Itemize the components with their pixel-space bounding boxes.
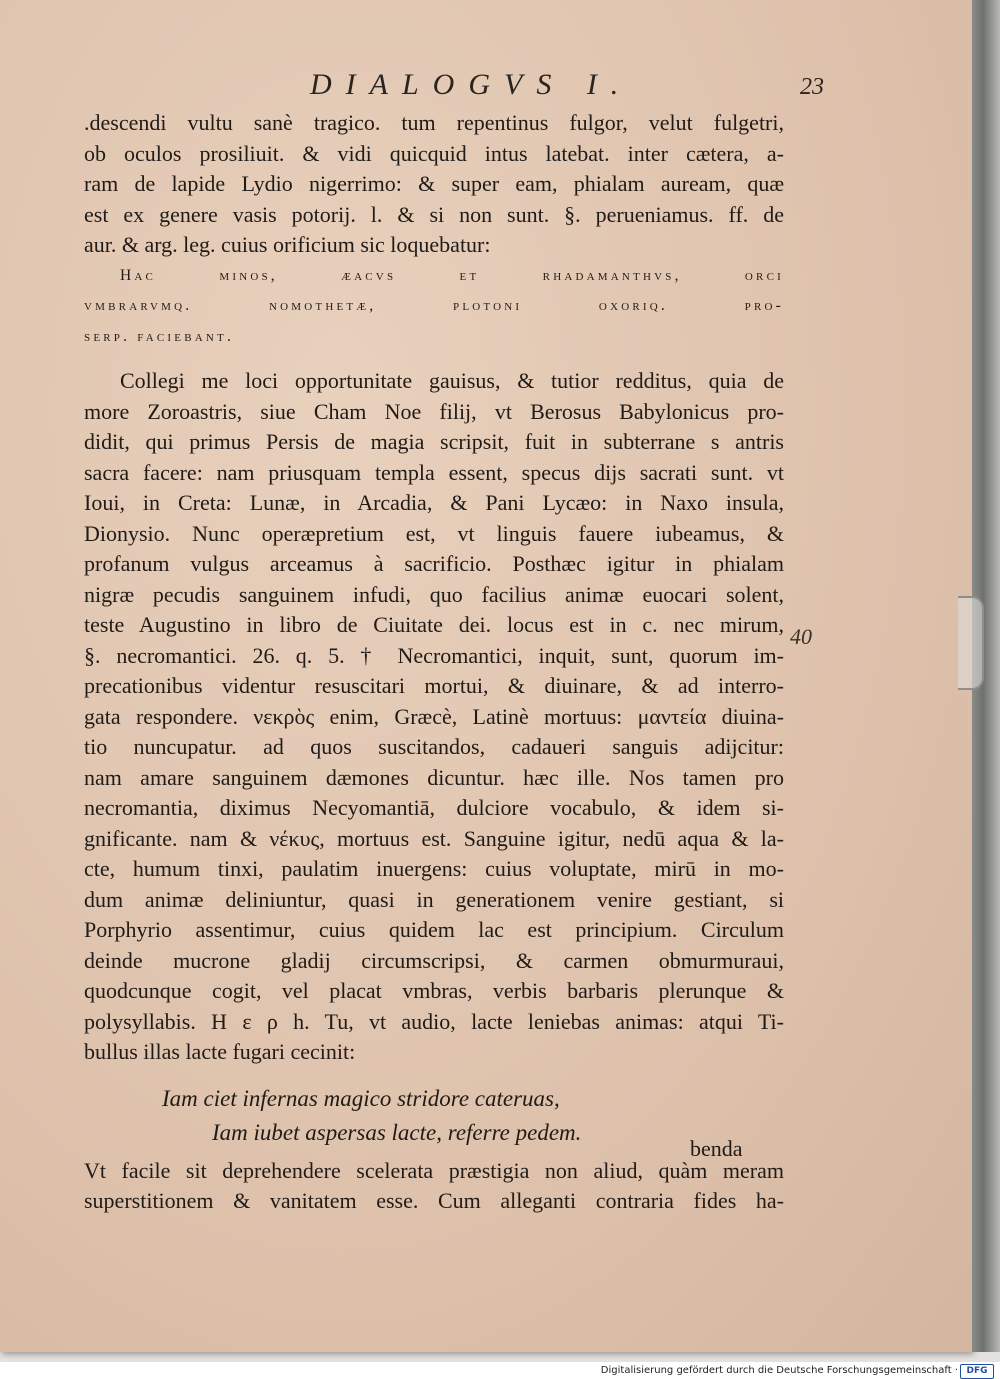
- text-line: gata respondere. νεκρὸς enim, Græcè, Latinè mortuus: μαντεία diuina-: [84, 703, 784, 729]
- text-line: deinde mucrone gladij circumscripsi, & carmen obmurmuraui,: [84, 947, 784, 973]
- text-line: Ioui, in Creta: Lunæ, in Arcadia, & Pani Lycæo: in Naxo insula,: [84, 490, 784, 515]
- text-line: Dionysio. Nunc operæpretium est, vt linguis fauere iubeamus, &: [84, 520, 784, 546]
- verse-line: Iam iubet aspersas lacte, referre pedem.: [212, 1119, 582, 1145]
- text-line: polysyllabis. H ε ρ h. Tu, vt audio, lacte leniebas animas: atqui Ti-: [84, 1008, 784, 1034]
- text-line: cte, humum tinxi, paulatim inuergens: cuius voluptate, mirū in mo-: [84, 856, 784, 881]
- text-line: nigræ pecudis sanguinem infudi, quo facilius animæ euocari solent,: [84, 581, 784, 607]
- text-line: quodcunque cogit, vel placat vmbras, verbis barbaris plerunque &: [84, 978, 784, 1003]
- text-line: aur. & arg. leg. cuius orificium sic loquebatur:: [84, 232, 491, 257]
- text-line: Collegi me loci opportunitate gauisus, & tutior redditus, quia de: [120, 368, 784, 393]
- page-tab-marker: [958, 596, 984, 690]
- text-line: .descendi vultu sanè tragico. tum repentinus fulgor, velut fulgetri,: [84, 110, 784, 135]
- text-line: est ex genere vasis potorij. l. & si non sunt. §. perueniamus. ff. de: [84, 201, 784, 227]
- inscription-line: vmbrarvmq. nomothetæ, plotoni oxoriq. pro-: [84, 297, 784, 314]
- text-line: nam amare sanguinem dæmones dicuntur. hæc ille. Nos tamen pro: [84, 764, 784, 790]
- funding-credit: Digitalisierung gefördert durch die Deutsche Forschungsgemeinschaft ·: [600, 1365, 958, 1376]
- text-line: Vt facile sit deprehendere scelerata præstigia non aliud, quàm meram: [84, 1157, 784, 1183]
- page-header: [0, 60, 972, 104]
- text-line: sacra facere: nam priusquam templa essent, specus dijs sacrati sunt. vt: [84, 459, 784, 485]
- text-line: superstitionem & vanitatem esse. Cum alleganti contraria fides ha-: [84, 1188, 784, 1213]
- text-line: §. necromantici. 26. q. 5. † Necromantici, inquit, sunt, quorum im-: [84, 642, 784, 668]
- text-line: dum animæ deliniuntur, quasi in generationem venire gestiant, si: [84, 886, 784, 912]
- text-line: gnificante. nam & νέκυς, mortuus est. Sanguine igitur, nedū aqua & la-: [84, 825, 784, 851]
- text-line: ram de lapide Lydio nigerrimo: & super eam, phialam auream, quæ: [84, 171, 784, 196]
- text-line: didit, qui primus Persis de magia scripsit, fuit in subterrane s antris: [84, 429, 784, 454]
- text-line: Porphyrio assentimur, cuius quidem lac est principium. Circulum: [84, 917, 784, 942]
- text-line: precationibus videntur resuscitari mortui, & diuinare, & ad interro-: [84, 673, 784, 698]
- margin-note: 40: [790, 624, 812, 649]
- inscription-line: Hac minos, æacvs et rhadamanthvs, orci: [120, 266, 784, 284]
- text-line: ob oculos prosiliuit. & vidi quicquid intus latebat. inter cætera, a-: [84, 140, 784, 166]
- catchword: benda: [690, 1136, 743, 1161]
- running-title: DIALOGVS I.: [310, 68, 633, 101]
- footer-bar: [0, 1362, 1000, 1379]
- dfg-logo-icon: DFG: [960, 1364, 994, 1379]
- main-text: [84, 108, 784, 1217]
- inscription-line: serp. faciebant.: [84, 327, 235, 345]
- page-number: 23: [800, 74, 824, 100]
- text-line: tio nuncupatur. ad quos suscitandos, cadaueri sanguis adijcitur:: [84, 734, 784, 759]
- verse-line: Iam ciet infernas magico stridore cateruas,: [162, 1085, 560, 1111]
- text-line: bullus illas lacte fugari cecinit:: [84, 1039, 356, 1064]
- text-line: more Zoroastris, siue Cham Noe filij, vt Berosus Babylonicus pro-: [84, 398, 784, 424]
- text-line: necromantia, diximus Necyomantiā, dulciore vocabulo, & idem si-: [84, 795, 784, 820]
- text-line: teste Augustino in libro de Ciuitate dei. locus est in c. nec mirum,: [84, 612, 784, 637]
- text-line: profanum vulgus arceamus à sacrificio. Posthæc igitur in phialam: [84, 551, 784, 576]
